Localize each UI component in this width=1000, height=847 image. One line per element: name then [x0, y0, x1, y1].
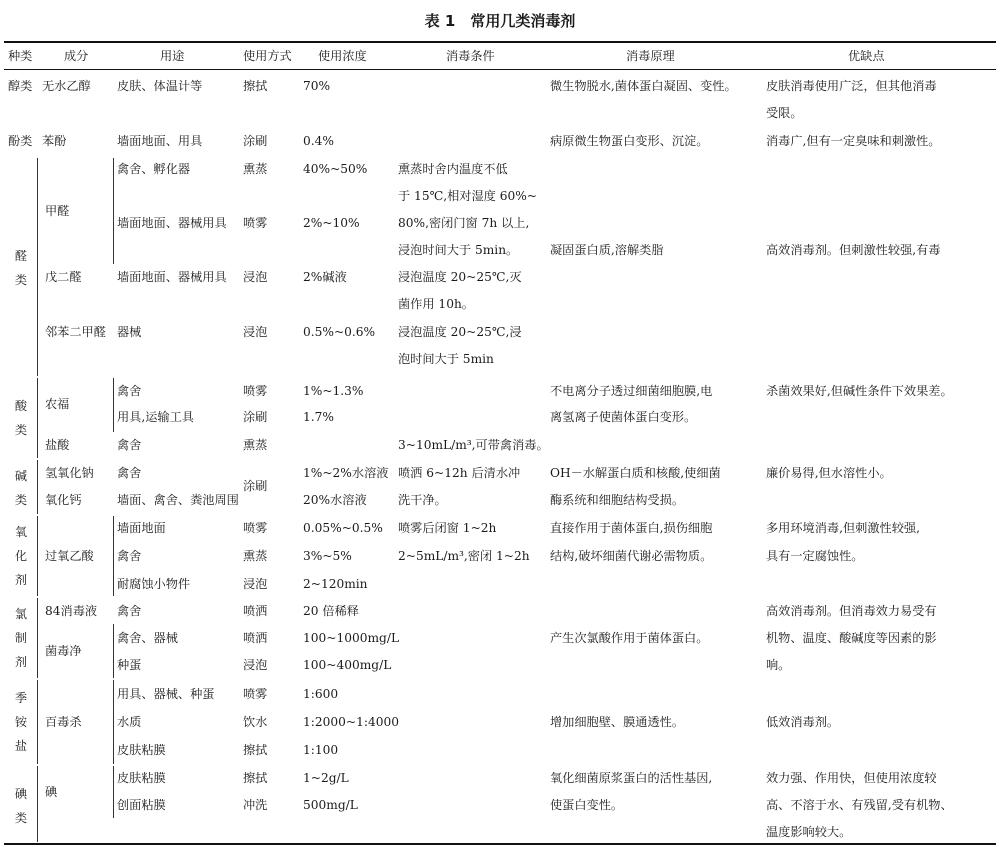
chlorine-pros-line1: 高效消毒剂。但消毒效力易受有: [766, 604, 937, 618]
formaldehyde-concentration-1: 40%~50%: [303, 162, 368, 176]
acid-pros: 杀菌效果好,但碱性条件下效果差。: [766, 384, 953, 398]
quat-use-3: 皮肤粘膜: [117, 743, 166, 757]
formaldehyde-concentration-2: 2%~10%: [303, 216, 360, 230]
iodine-principle-line2: 使蛋白变性。: [550, 798, 624, 812]
alcohol-principle: 微生物脱水,菌体蛋白凝固、变性。: [550, 79, 737, 93]
acid-type: 酸 类: [14, 399, 28, 437]
glutaral-condition-line1: 浸泡温度 20~25℃,灭: [398, 270, 522, 284]
hcl-method: 熏蒸: [243, 438, 268, 452]
chlorine-sub-divider: [113, 624, 114, 678]
chlorine-concentration-2: 100~1000mg/L: [303, 631, 400, 645]
formaldehyde-condition-line1: 熏蒸时舍内温度不低: [398, 162, 508, 176]
hcl-condition: 3~10mL/m³,可带禽消毒。: [398, 438, 549, 452]
alkali-principle-line2: 酶系统和细胞结构受损。: [550, 493, 685, 507]
oxidant-method-1: 喷雾: [243, 521, 268, 535]
oxidant-divider: [37, 516, 38, 596]
alcohol-ingredient: 无水乙醇: [42, 79, 91, 93]
acid-principle-line2: 离氢离子使菌体蛋白变形。: [550, 410, 697, 424]
alcohol-concentration: 70%: [303, 79, 331, 93]
aldehyde-pros: 高效消毒剂。但刺激性较强,有毒: [766, 243, 941, 257]
chlorine-ingredient-1: 84消毒液: [45, 604, 98, 618]
nongfu-use-2: 用具,运输工具: [117, 410, 194, 424]
formaldehyde-condition-line4: 浸泡时间大于 5min。: [398, 243, 519, 257]
iodine-principle-line1: 氧化细菌原浆蛋白的活性基因,: [550, 771, 713, 785]
oxidant-type: 氧 化 剂: [14, 525, 28, 587]
oxidant-pros-line1: 多用环境消毒,但刺激性较强,: [766, 521, 920, 535]
iodine-use-1: 皮肤粘膜: [117, 771, 166, 785]
iodine-method-1: 擦拭: [243, 771, 268, 785]
iodine-concentration-1: 1~2g/L: [303, 771, 349, 785]
formaldehyde-ingredient: 甲醛: [45, 204, 70, 218]
quat-principle: 增加细胞壁、膜通透性。: [550, 715, 685, 729]
cao-use: 墙面、禽舍、粪池周围: [117, 493, 239, 507]
oxidant-method-2: 熏蒸: [243, 549, 268, 563]
chlorine-type: 氯 制 剂: [14, 607, 28, 669]
formaldehyde-condition-line2: 于 15℃,相对湿度 60%~: [398, 189, 538, 203]
phenol-type: 酚类: [8, 134, 33, 148]
oxidant-concentration-3: 2~120min: [303, 577, 368, 591]
chlorine-principle: 产生次氯酸作用于菌体蛋白。: [550, 631, 709, 645]
phenol-concentration: 0.4%: [303, 134, 334, 148]
acid-sub-divider: [113, 378, 114, 432]
header-condition: 消毒条件: [446, 49, 495, 63]
alcohol-method: 擦拭: [243, 79, 268, 93]
chlorine-method-1: 喷洒: [243, 604, 268, 618]
iodine-pros-line1: 效力强、作用快，但使用浓度较: [766, 771, 937, 785]
naoh-ingredient: 氢氧化钠: [45, 466, 94, 480]
iodine-pros-line2: 高、不溶于水、有残留,受有机物、: [766, 798, 953, 812]
iodine-method-2: 冲洗: [243, 798, 268, 812]
glutaral-concentration: 2%碱液: [303, 270, 347, 284]
nongfu-concentration-1: 1%~1.3%: [303, 384, 364, 398]
iodine-ingredient: 碘: [45, 785, 58, 799]
header-pros-cons: 优缺点: [848, 49, 885, 63]
quat-method-1: 喷雾: [243, 687, 268, 701]
alcohol-type: 醇类: [8, 79, 33, 93]
header-use: 用途: [160, 49, 185, 63]
chlorine-method-2: 喷洒: [243, 631, 268, 645]
aldehyde-divider: [37, 158, 38, 376]
chlorine-pros-line2: 机物、温度、酸碱度等因素的影: [766, 631, 937, 645]
chlorine-use-3: 种蛋: [117, 658, 142, 672]
phenol-use: 墙面地面、用具: [117, 134, 203, 148]
formaldehyde-method-2: 喷雾: [243, 216, 268, 230]
nongfu-ingredient: 农福: [45, 397, 70, 411]
formaldehyde-condition-line3: 80%,密闭门窗 7h 以上,: [398, 216, 530, 230]
aldehyde-sub-divider: [113, 158, 114, 264]
quat-pros: 低效消毒剂。: [766, 715, 840, 729]
iodine-sub-divider: [113, 766, 114, 818]
naoh-concentration: 1%~2%水溶液: [303, 466, 389, 480]
oxidant-use-1: 墙面地面: [117, 521, 166, 535]
oxidant-principle-line2: 结构,破坏细菌代谢必需物质。: [550, 549, 713, 563]
opa-concentration: 0.5%~0.6%: [303, 325, 376, 339]
opa-ingredient: 邻苯二甲醛: [45, 325, 106, 339]
glutaral-condition-line2: 菌作用 10h。: [398, 297, 474, 311]
oxidant-sub-divider: [113, 516, 114, 596]
cao-concentration: 20%水溶液: [303, 493, 367, 507]
quat-ingredient: 百毒杀: [45, 715, 82, 729]
oxidant-method-3: 浸泡: [243, 577, 268, 591]
alkali-type: 碱 类: [14, 469, 28, 507]
quat-concentration-1: 1:600: [303, 687, 339, 701]
header-principle: 消毒原理: [626, 49, 675, 63]
phenol-principle: 病原微生物蛋白变形、沉淀。: [550, 134, 709, 148]
bottom-rule: [4, 843, 996, 845]
aldehyde-type: 醛 类: [14, 249, 28, 287]
alcohol-use: 皮肤、体温计等: [117, 79, 203, 93]
oxidant-ingredient: 过氧乙酸: [45, 549, 94, 563]
alkali-method: 涂刷: [243, 479, 268, 493]
chlorine-use-1: 禽舍: [117, 604, 142, 618]
header-ingredient: 成分: [64, 49, 89, 63]
quat-method-3: 擦拭: [243, 743, 268, 757]
alkali-pros: 廉价易得,但水溶性小。: [766, 466, 892, 480]
quat-use-1: 用具、器械、种蛋: [117, 687, 215, 701]
nongfu-use-1: 禽舍: [117, 384, 142, 398]
alcohol-pros-line2: 受限。: [766, 106, 803, 120]
chlorine-concentration-3: 100~400mg/L: [303, 658, 392, 672]
quat-concentration-3: 1:100: [303, 743, 339, 757]
aldehyde-principle: 凝固蛋白质,溶解类脂: [550, 243, 664, 257]
phenol-method: 涂刷: [243, 134, 268, 148]
opa-condition-line1: 浸泡温度 20~25℃,浸: [398, 325, 522, 339]
naoh-use: 禽舍: [117, 466, 142, 480]
cao-ingredient: 氧化钙: [45, 493, 82, 507]
phenol-pros: 消毒广,但有一定臭味和刺激性。: [766, 134, 941, 148]
iodine-type: 碘 类: [14, 787, 28, 825]
alkali-condition-line1: 喷洒 6~12h 后清水冲: [398, 466, 521, 480]
oxidant-concentration-2: 3%~5%: [303, 549, 352, 563]
glutaral-method: 浸泡: [243, 270, 268, 284]
iodine-pros-line3: 温度影响较大。: [766, 825, 852, 839]
table-title: 表 1 常用几类消毒剂: [424, 12, 576, 30]
oxidant-concentration-1: 0.05%~0.5%: [303, 521, 383, 535]
header-method: 使用方式: [243, 49, 292, 63]
oxidant-use-3: 耐腐蚀小物件: [117, 577, 191, 591]
glutaral-ingredient: 戊二醛: [45, 270, 82, 284]
nongfu-concentration-2: 1.7%: [303, 410, 334, 424]
acid-divider: [37, 378, 38, 458]
quat-concentration-2: 1:2000~1:4000: [303, 715, 399, 729]
oxidant-pros-line2: 具有一定腐蚀性。: [766, 549, 864, 563]
hcl-ingredient: 盐酸: [45, 438, 70, 452]
acid-principle-line1: 不电离分子透过细菌细胞膜,电: [550, 384, 713, 398]
oxidant-condition-2: 2~5mL/m³,密闭 1~2h: [398, 549, 530, 563]
chlorine-divider: [37, 598, 38, 678]
oxidant-use-2: 禽舍: [117, 549, 142, 563]
header-rule: [4, 69, 996, 70]
formaldehyde-use-1: 禽舍、孵化器: [117, 162, 191, 176]
iodine-use-2: 创面粘膜: [117, 798, 166, 812]
alkali-principle-line1: OH－水解蛋白质和核酸,使细菌: [550, 466, 721, 480]
header-concentration: 使用浓度: [318, 49, 367, 63]
nongfu-method-2: 涂刷: [243, 410, 268, 424]
alkali-condition-line2: 洗干净。: [398, 493, 447, 507]
oxidant-condition-1: 喷雾后闭窗 1~2h: [398, 521, 497, 535]
header-type: 种类: [8, 49, 33, 63]
opa-method: 浸泡: [243, 325, 268, 339]
formaldehyde-use-2: 墙面地面、器械用具: [117, 216, 227, 230]
opa-condition-line2: 泡时间大于 5min: [398, 352, 494, 366]
hcl-use: 禽舍: [117, 438, 142, 452]
quat-divider: [37, 680, 38, 764]
iodine-divider: [37, 766, 38, 842]
glutaral-use: 墙面地面、器械用具: [117, 270, 227, 284]
quat-use-2: 水质: [117, 715, 142, 729]
chlorine-method-3: 浸泡: [243, 658, 268, 672]
iodine-concentration-2: 500mg/L: [303, 798, 358, 812]
phenol-ingredient: 苯酚: [42, 134, 67, 148]
quat-method-2: 饮水: [243, 715, 268, 729]
chlorine-ingredient-2: 菌毒净: [45, 644, 82, 658]
opa-use: 器械: [117, 325, 142, 339]
chlorine-concentration-1: 20 倍稀释: [303, 604, 359, 618]
chlorine-pros-line3: 响。: [766, 658, 791, 672]
nongfu-method-1: 喷雾: [243, 384, 268, 398]
alcohol-pros-line1: 皮肤消毒使用广泛，但其他消毒: [766, 79, 937, 93]
oxidant-principle-line1: 直接作用于菌体蛋白,损伤细胞: [550, 521, 713, 535]
quat-sub-divider: [113, 680, 114, 764]
top-rule: [4, 41, 996, 43]
formaldehyde-method-1: 熏蒸: [243, 162, 268, 176]
alkali-divider: [37, 460, 38, 514]
quat-type: 季 铵 盐: [14, 691, 28, 753]
chlorine-use-2: 禽舍、器械: [117, 631, 178, 645]
